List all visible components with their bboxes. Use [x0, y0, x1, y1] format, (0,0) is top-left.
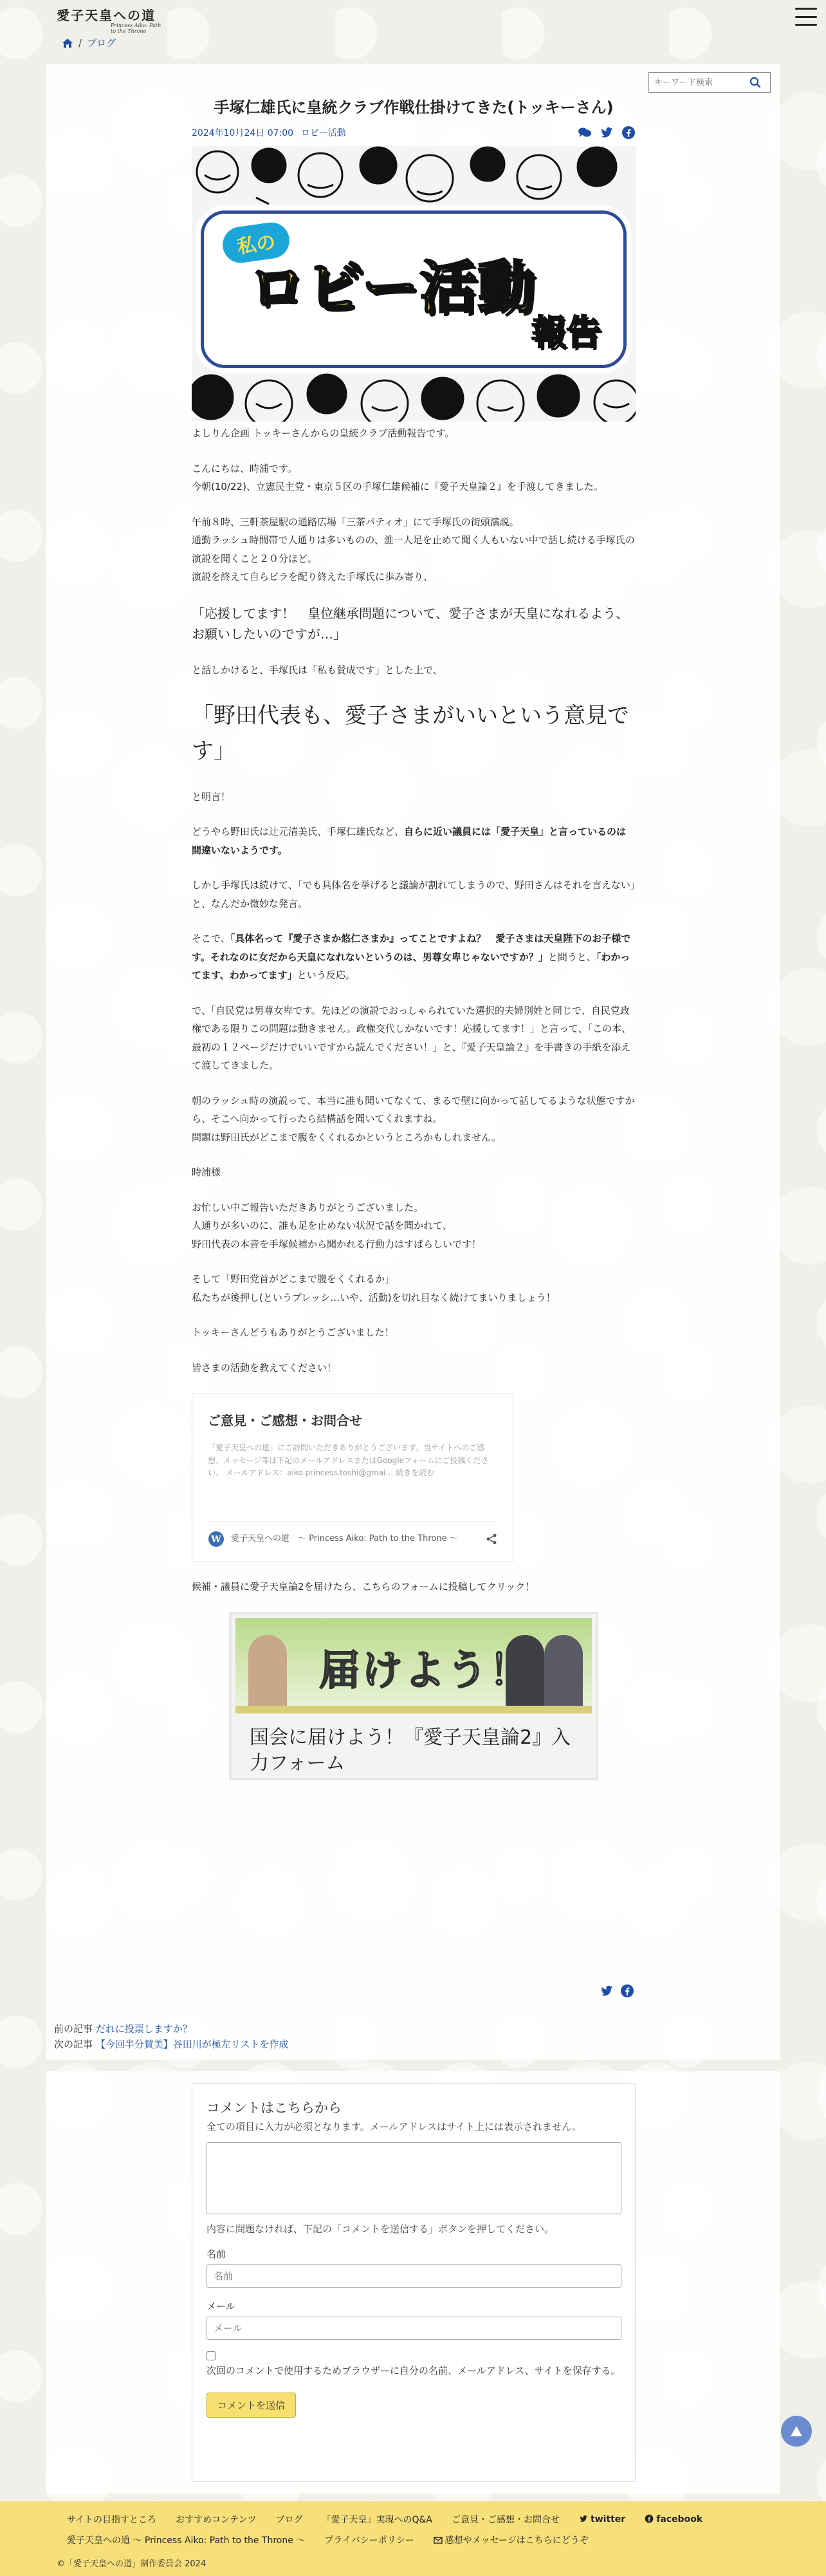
banner-photo [235, 1618, 592, 1706]
hero-image [192, 146, 636, 422]
article-body [192, 424, 636, 1780]
paragraph: よしりん企画 トッキーさんからの皇統クラブ活動報告です。 [192, 427, 455, 440]
copyright: ©「愛子天皇への道」制作委員会 2024 [57, 2559, 206, 2569]
paragraph: そこで、「具体名って『愛子さまか悠仁さまか』ってことですよね？ 愛子さまは天皇陛下のお子様です。それなのに女だから天皇になれないというのは、男尊女卑じゃないですか？」と問うと、「わかってます、わかってます」という反応。 [192, 933, 631, 982]
arrow-up-icon [789, 2425, 803, 2438]
form-banner-link[interactable] [229, 1612, 598, 1780]
article [192, 98, 636, 1780]
paragraph: 午前８時、三軒茶屋駅の通路広場「三茶パティオ」にて手塚氏の街頭演説。 通勤ラッシュ時間帯で人通りは多いものの、誰一人足を止めて聞く人もいない中で話し続ける手塚氏の演説を聞くこと２０分ほど。 演説を終えて自らビラを配り終えた手塚氏に歩み寄り、 [192, 516, 635, 583]
site-footer [0, 2501, 826, 2576]
footer-links-primary [67, 2513, 702, 2526]
comment-textarea[interactable] [206, 2142, 621, 2214]
save-info-label: 次回のコメントで使用するためブラウザーに自分の名前、メールアドレス、サイトを保存する。 [206, 2365, 621, 2376]
save-info-checkbox[interactable] [206, 2351, 216, 2360]
banner-caption: 国会に届けよう！『愛子天皇論2』入力フォーム [250, 1726, 571, 1775]
paragraph: 朝のラッシュ時の演説って、本当に誰も聞いてなくて、まるで壁に向かって話してるような状態ですから、そこへ向かって行ったら結構話を聞いてくれますね。 問題は野田氏がどこまで腹をくくれるかというところかもしれません。 [192, 1094, 635, 1143]
paragraph: トッキーさんどうもありがとうございました！ [192, 1327, 394, 1339]
twitter-icon[interactable] [600, 1984, 614, 1998]
paragraph: と明言！ [192, 790, 231, 803]
read-more[interactable]: 続きを読む [396, 1468, 435, 1477]
comment-note: 全ての項目に入力が必須となります。メールアドレスはサイト上には表示されません。 [206, 2121, 582, 2133]
next-post-link[interactable]: 【今回半分賛美】谷田川が極左リストを作成 [95, 2039, 289, 2050]
search-input[interactable] [649, 73, 746, 91]
site-header [0, 0, 826, 49]
email-label: メール [206, 2301, 235, 2312]
footer-link[interactable]: 「愛子天皇」実現へのQ&A [322, 2515, 432, 2525]
comment-hint: 内容に問題なければ、下記の「コメントを送信する」ボタンを押してください。 [206, 2223, 555, 2235]
comment-icon[interactable] [578, 126, 592, 140]
paragraph: そして「野田党首がどこまで腹をくくれるか」 私たちが後押し(というプレッシ…いや、活動)を切れ目なく続けてまいりましょう！ [192, 1273, 556, 1303]
svg-text:W: W [211, 1535, 221, 1545]
paragraph: しかし手塚氏は続けて、「でも具体名を挙げると議論が割れてしまうので、野田さんはそれを言えない」と、なんだか微妙な発言。 [192, 879, 636, 910]
paragraph: 時浦様 [192, 1166, 221, 1179]
post-category-link[interactable]: ロビー活動 [301, 128, 346, 139]
banner-headline: 届けよう！ [319, 1647, 531, 1695]
wordpress-icon [208, 1531, 225, 1547]
footer-links-secondary [67, 2534, 589, 2546]
paragraph: 候補・議員に愛子天皇論2を届けたら、こちらのフォームに投稿してクリック！ [192, 1581, 535, 1593]
facebook-icon[interactable] [621, 126, 636, 140]
share-buttons-bottom [600, 1984, 634, 1998]
footer-link[interactable]: プライバシーポリシー [324, 2535, 414, 2546]
home-icon[interactable] [62, 38, 73, 48]
paragraph: どうやら野田氏は辻元清美氏、手塚仁雄氏など、自らに近い議員には「愛子天皇」と言っているのは間違いないようです。 [192, 826, 627, 856]
save-info-row [206, 2351, 621, 2380]
facebook-icon [645, 2514, 654, 2523]
logo-text: 愛子天皇への道 [57, 8, 156, 23]
breadcrumb [62, 36, 116, 50]
breadcrumb-blog-link[interactable]: ブログ [87, 37, 116, 49]
quote-large: 「野田代表も、愛子さまがいいという意見です」 [192, 703, 629, 764]
post-navigation [54, 2021, 289, 2052]
search-icon[interactable] [746, 73, 765, 91]
hero-badge: 私の [221, 220, 292, 265]
post-meta [192, 126, 636, 140]
name-input[interactable] [206, 2264, 621, 2288]
footer-twitter-link[interactable]: twitter [579, 2514, 625, 2525]
footer-link[interactable]: おすすめコンテンツ [176, 2515, 257, 2525]
quote: 「応援してます！ 皇位継承問題について、愛子さまが天皇になれるよう、お願いしたいのですが…」 [192, 605, 629, 642]
hero-subtitle: 報告 [531, 312, 601, 353]
paragraph: お忙しい中ご報告いただきありがとうございました。 人通りが多いのに、誰も足を止めない状況で話を聞かれて、 野田代表の本音を手塚候補から聞かれる行動力はすばらしいです！ [192, 1201, 482, 1250]
site-logo[interactable] [57, 5, 166, 34]
footer-link[interactable]: ブログ [275, 2515, 303, 2525]
embed-description: 「愛子天皇への道」にご訪問いただきありがとうございます。当サイトへのご感想、メッセージ等は下記のメールアドレスまたはGoogleフォームにご投稿ください。 メールアドレス：aiko.princess.toshi@gmai… 続きを読む [208, 1443, 489, 1477]
share-icon[interactable] [486, 1533, 497, 1545]
embed-footer [208, 1521, 497, 1547]
submit-comment-button[interactable]: コメントを送信 [206, 2393, 296, 2418]
prev-label: 前の記事 [54, 2023, 93, 2035]
paragraph: で、「自民党は男尊女卑です。先ほどの演説でおっしゃられていた選択的夫婦別姓と同じで、自民党政権である限りこの問題は動きません。政権交代しかないです！応援してます！」と言って、「この本、最初の１２ページだけでいいですから読んでください！」と、『愛子天皇論２』を手書きの手紙を添えて渡してきました。 [192, 1004, 632, 1072]
paragraph: 皆さまの活動を教えてください！ [192, 1361, 337, 1374]
twitter-icon[interactable] [600, 126, 614, 140]
menu-icon[interactable] [795, 8, 817, 26]
post-title: 手塚仁雄氏に皇統クラブ作戦仕掛けてきた(トッキーさん) [214, 98, 614, 117]
footer-link[interactable]: サイトの目指すところ [67, 2515, 157, 2525]
comment-section [46, 2071, 780, 2494]
footer-link[interactable]: ご意見・ご感想・お問合せ [452, 2515, 560, 2525]
embed-title: ご意見・ご感想・お問合せ [208, 1413, 362, 1429]
search-box [648, 72, 771, 93]
email-input[interactable] [206, 2317, 621, 2340]
embed-site-name: 愛子天皇への道 〜 Princess Aiko: Path to the Throne 〜 [231, 1534, 458, 1544]
mail-icon [434, 2535, 443, 2544]
name-label: 名前 [206, 2248, 226, 2260]
comment-form [192, 2083, 636, 2482]
breadcrumb-separator: / [78, 37, 82, 49]
footer-link[interactable]: 愛子天皇への道 〜 Princess Aiko: Path to the Throne 〜 [67, 2535, 306, 2546]
twitter-icon [579, 2514, 588, 2523]
hero-title: ロビー活動 [248, 254, 536, 321]
embed-card-contact[interactable] [192, 1394, 513, 1562]
post-date: 2024年10月24日 07:00 [192, 128, 294, 139]
back-to-top-button[interactable] [781, 2416, 812, 2447]
next-label: 次の記事 [54, 2039, 93, 2050]
facebook-icon[interactable] [620, 1984, 634, 1998]
comment-title: コメントはこちらから [206, 2100, 342, 2116]
footer-facebook-link[interactable]: facebook [645, 2514, 702, 2525]
paragraph: こんにちは、時浦です。 今朝(10/22)、立憲民主党・東京５区の手塚仁雄候補に『愛子天皇論２』を手渡してきました。 [192, 462, 603, 493]
paragraph: と話しかけると、手塚氏は「私も賛成です」とした上で、 [192, 664, 443, 676]
footer-contact-link[interactable]: 感想やメッセージはこちらにどうぞ [434, 2534, 589, 2546]
prev-post-link[interactable]: だれに投票しますか？ [95, 2023, 192, 2035]
main-content [46, 64, 780, 2060]
logo-subtitle: Princess Aiko: Path to the Throne [111, 23, 161, 34]
